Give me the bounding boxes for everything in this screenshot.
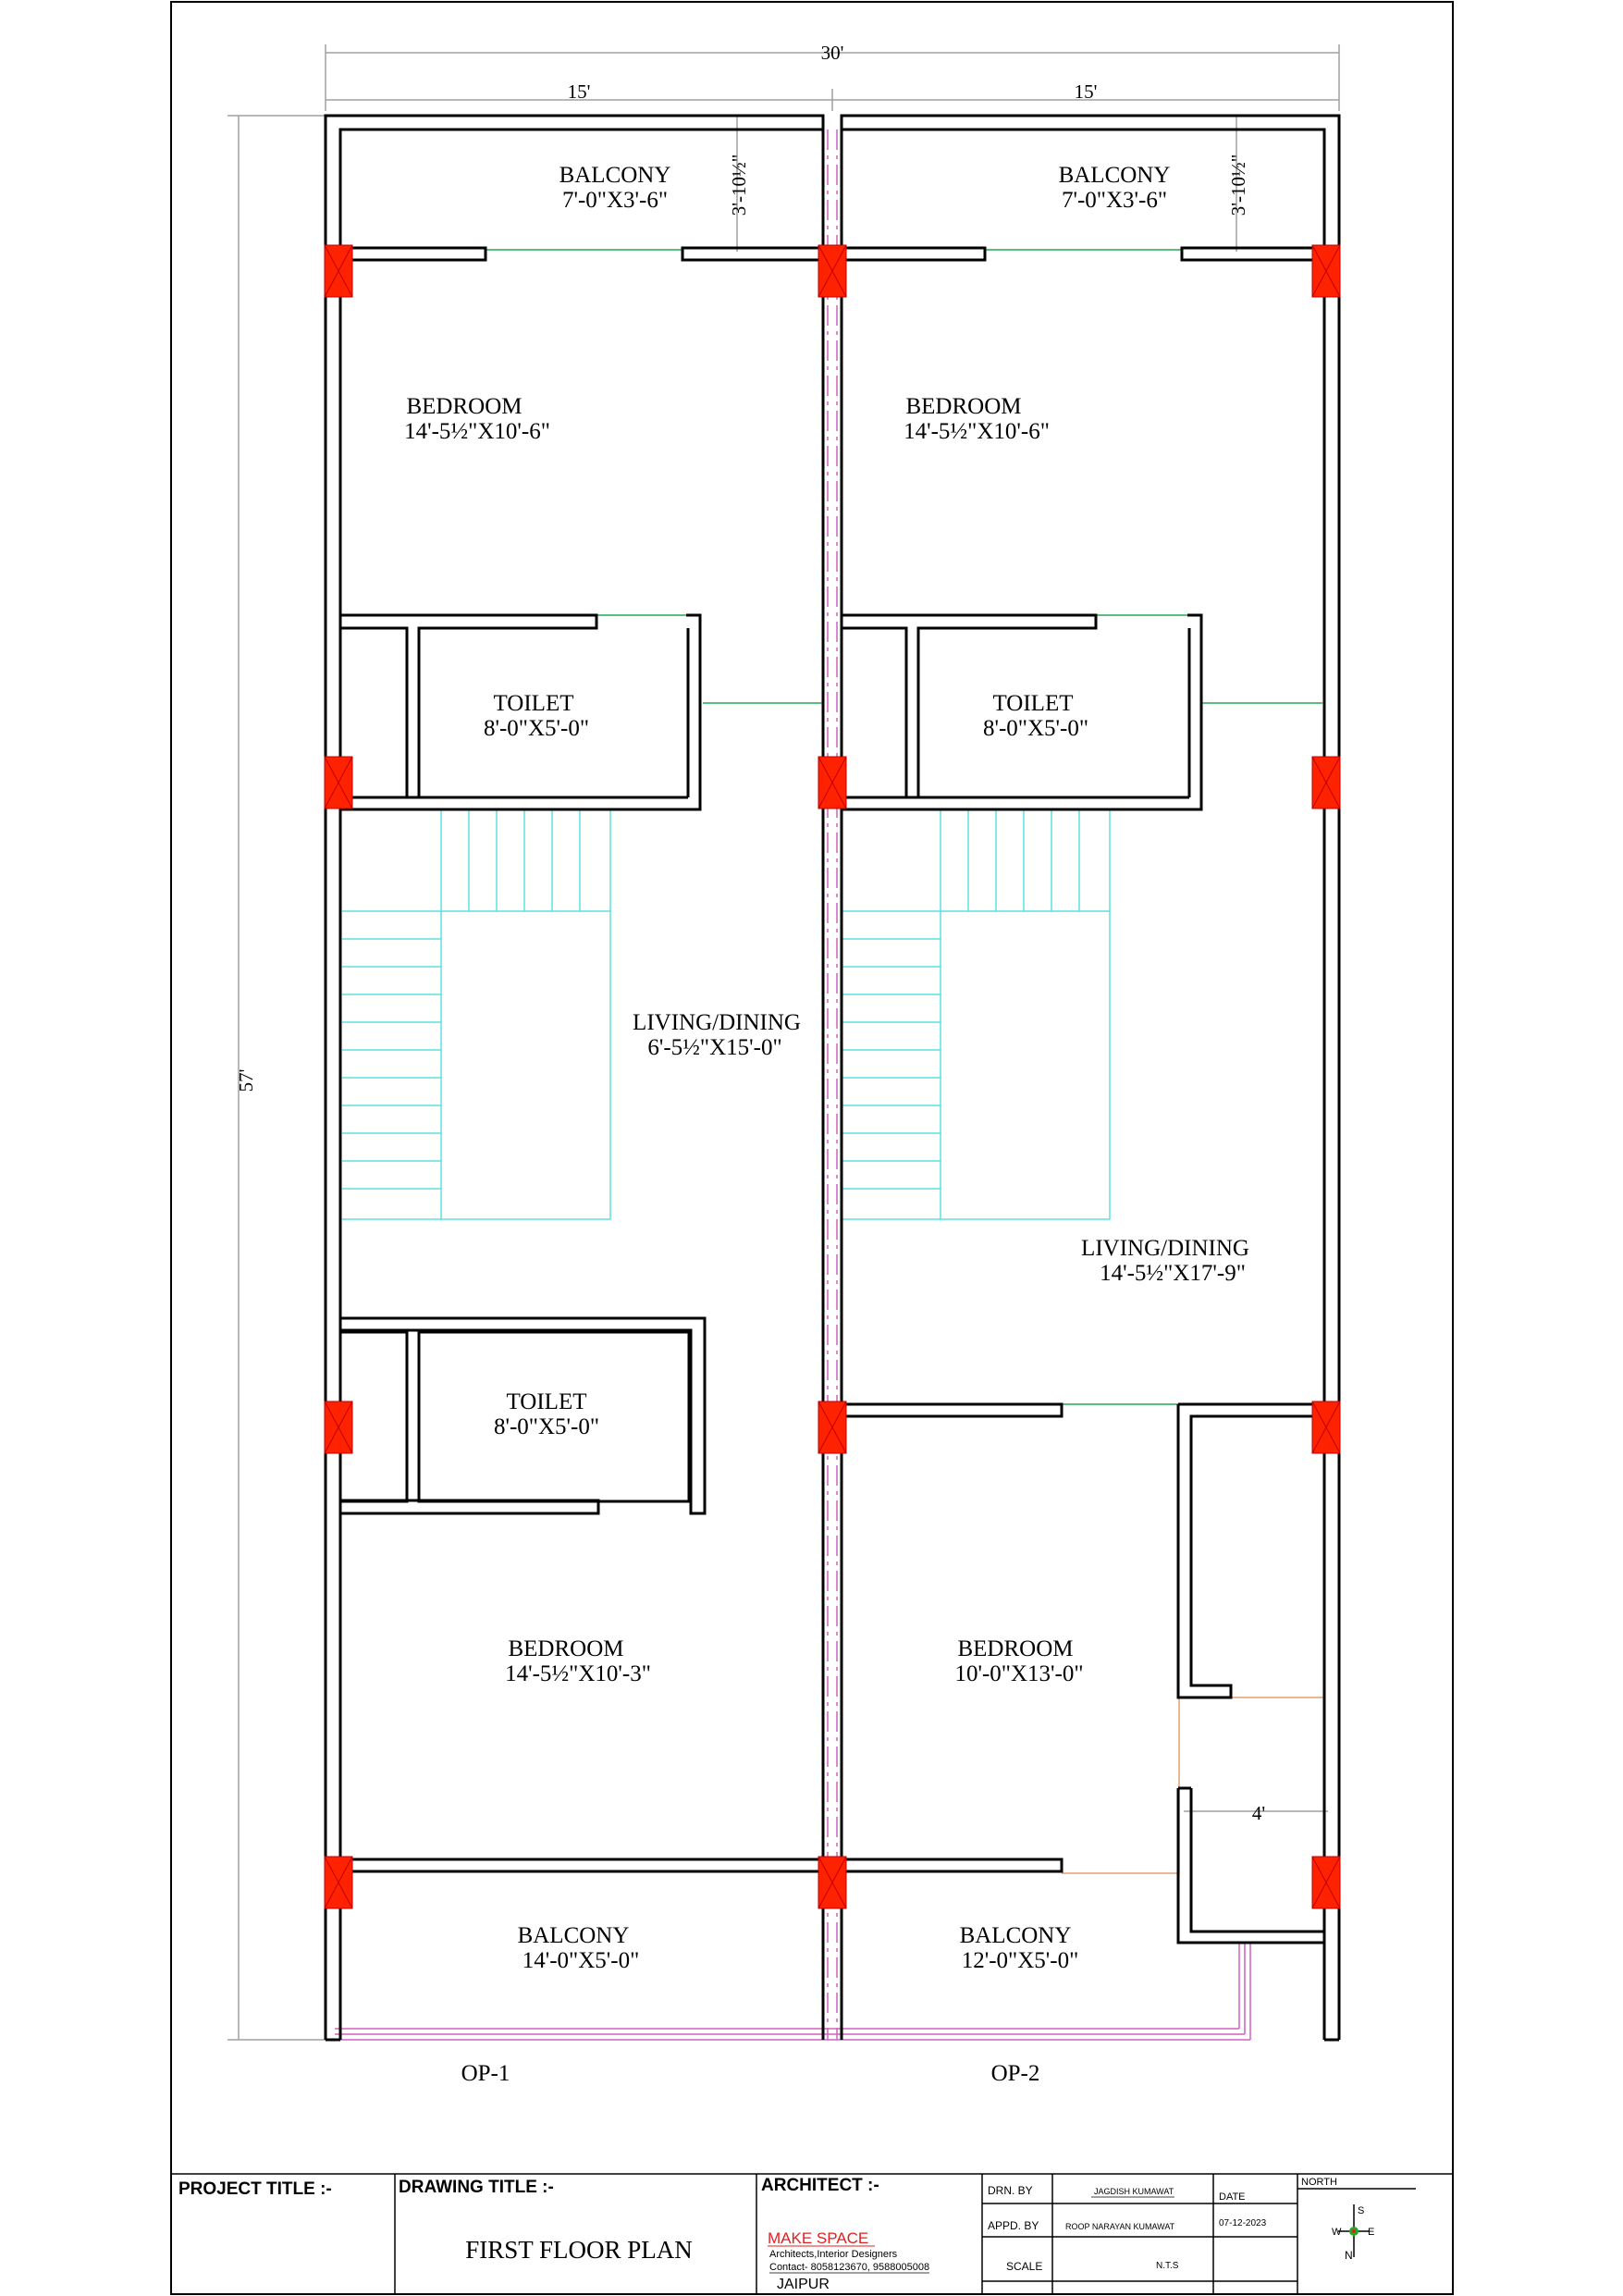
structural-columns xyxy=(325,245,1340,1908)
overall-depth-dim: 57' xyxy=(235,1068,257,1092)
compass-e: E xyxy=(1368,2227,1375,2238)
op2-balcony-depth-dim: 3'-10½" xyxy=(1227,154,1249,216)
op1-bedroom-bottom-name: BEDROOM xyxy=(508,1636,624,1661)
op1-bedroom-bottom-size: 14'-5½"X10'-3" xyxy=(505,1661,651,1686)
op1-balcony-top-size: 7'-0"X3'-6" xyxy=(561,188,669,213)
compass-n: N xyxy=(1345,2249,1353,2262)
op2-bedroom-top-size: 14'-5½"X10'-6" xyxy=(904,419,1050,444)
right-half-width-dim: 15' xyxy=(1074,80,1098,103)
op2-unit-label: OP-2 xyxy=(990,2061,1040,2086)
op2-toilet-top-size: 8'-0"X5'-0" xyxy=(982,716,1089,741)
op1-toilet-top-name: TOILET xyxy=(493,691,574,716)
op2-living-size: 14'-5½"X17'-9" xyxy=(1100,1261,1246,1286)
op1-balcony-depth-dim: 3'-10½" xyxy=(728,154,750,216)
op1-bedroom-top-name: BEDROOM xyxy=(406,394,523,419)
left-half-width-dim: 15' xyxy=(567,80,591,103)
dimension-lines xyxy=(227,44,1339,2040)
op1-unit-label: OP-1 xyxy=(461,2061,510,2086)
project-title-label: PROJECT TITLE :- xyxy=(178,2179,332,2199)
op1-living-name: LIVING/DINING xyxy=(633,1010,801,1035)
compass-s: S xyxy=(1358,2205,1365,2216)
op1-balcony-bottom-size: 14'-0"X5'-0" xyxy=(522,1948,640,1973)
approved-by-label: APPD. BY xyxy=(988,2219,1039,2232)
op2-bedroom-bottom-size: 10'-0"X13'-0" xyxy=(954,1661,1084,1686)
scale-value: N.T.S xyxy=(1156,2261,1179,2271)
op1-living-size: 6'-5½"X15'-0" xyxy=(647,1035,782,1060)
drawn-by-label: DRN. BY xyxy=(988,2184,1033,2197)
firm-description: Architects,Interior Designers xyxy=(769,2249,898,2260)
op1-toilet-top-size: 8'-0"X5'-0" xyxy=(483,716,590,741)
compass-w: W xyxy=(1332,2227,1342,2238)
op2-toilet-top-name: TOILET xyxy=(992,691,1074,716)
drawing-title: FIRST FLOOR PLAN xyxy=(465,2236,693,2264)
date-value: 07-12-2023 xyxy=(1219,2218,1267,2228)
approved-by-value: ROOP NARAYAN KUMAWAT xyxy=(1065,2222,1175,2231)
staircase-op2 xyxy=(842,809,1110,1219)
op2-bedroom-bottom-name: BEDROOM xyxy=(957,1636,1074,1661)
op2-balcony-bottom-name: BALCONY xyxy=(959,1923,1072,1948)
column-cross-marks xyxy=(325,245,1340,1908)
firm-contact: Contact- 8058123670, 9588005008 xyxy=(769,2262,930,2273)
drawn-by-value: JAGDISH KUMAWAT xyxy=(1094,2187,1174,2196)
date-label: DATE xyxy=(1219,2191,1246,2203)
scale-label: SCALE xyxy=(1006,2260,1043,2273)
firm-name: MAKE SPACE xyxy=(768,2229,869,2247)
overall-width-dim: 30' xyxy=(820,42,844,64)
op1-toilet-bottom-size: 8'-0"X5'-0" xyxy=(493,1414,600,1439)
firm-city: JAIPUR xyxy=(777,2277,830,2292)
op1-balcony-top-name: BALCONY xyxy=(559,163,671,188)
passage-width-dim: 4' xyxy=(1251,1802,1266,1824)
op2-living-name: LIVING/DINING xyxy=(1081,1236,1249,1261)
op2-balcony-top-name: BALCONY xyxy=(1058,163,1171,188)
sheet-border xyxy=(171,2,1453,2294)
staircase-op1 xyxy=(342,809,610,1219)
op1-balcony-bottom-name: BALCONY xyxy=(517,1923,630,1948)
op1-toilet-bottom-name: TOILET xyxy=(506,1389,587,1414)
north-label: NORTH xyxy=(1301,2177,1337,2188)
drawing-title-label: DRAWING TITLE :- xyxy=(399,2178,554,2197)
op2-bedroom-top-name: BEDROOM xyxy=(905,394,1022,419)
passage-openings xyxy=(1062,1697,1324,1873)
op2-balcony-top-size: 7'-0"X3'-6" xyxy=(1061,188,1168,213)
op2-balcony-bottom-size: 12'-0"X5'-0" xyxy=(961,1948,1079,1973)
architect-label: ARCHITECT :- xyxy=(761,2176,879,2195)
op1-bedroom-top-size: 14'-5½"X10'-6" xyxy=(404,419,550,444)
compass-icon xyxy=(1332,2204,1374,2262)
